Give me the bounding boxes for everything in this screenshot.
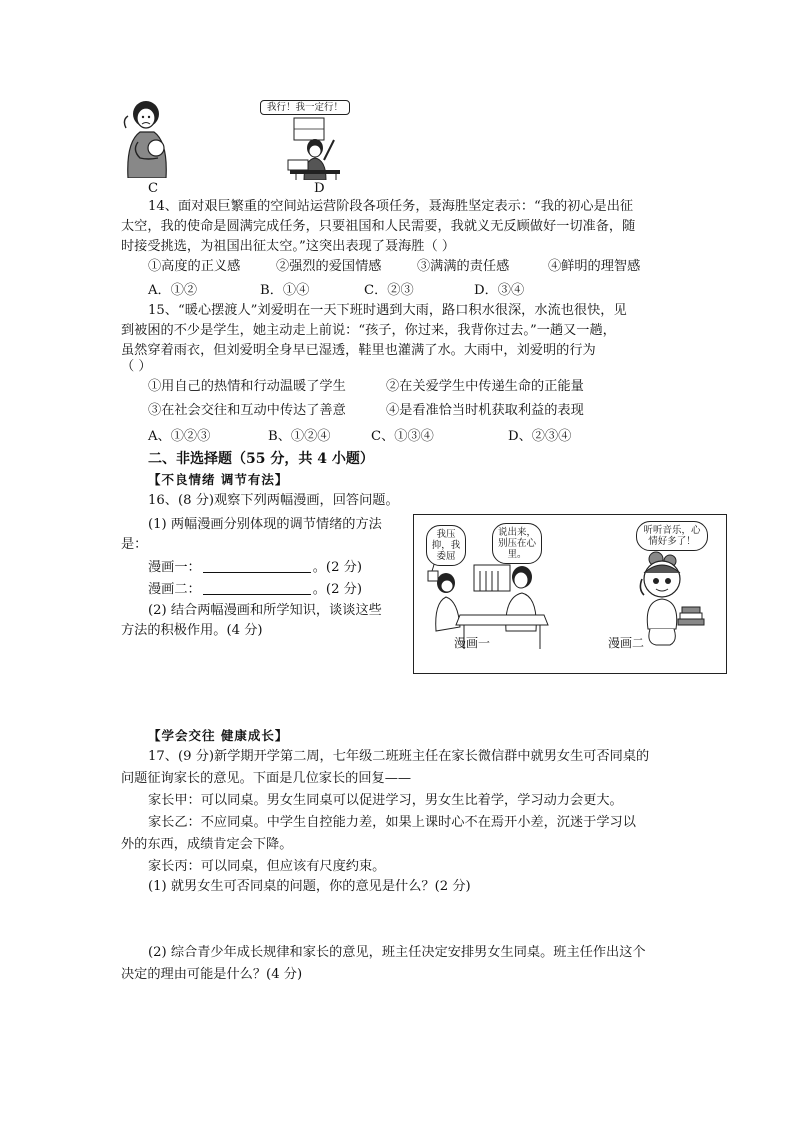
q15-stem-line3: 虽然穿着雨衣，但刘爱明全身早已湿透，鞋里也灌满了水。大雨中，刘爱明的行为 xyxy=(121,343,596,358)
mother-with-baby-image xyxy=(118,98,178,178)
q15-stem-line4: （ ） xyxy=(121,359,152,374)
q17-parent-a: 家长甲：可以同桌。男女生同桌可以促进学习，男女生比着学，学习动力会更大。 xyxy=(148,793,623,808)
q15-option-3: ③在社会交往和互动中传达了善意 xyxy=(148,403,346,418)
q14-answer-d: D．③④ xyxy=(474,283,525,298)
q14-stem-line2: 太空，我的使命是圆满完成任务，只要祖国和人民需要，我就义无反顾做好一切准备，随 xyxy=(121,219,636,234)
q16-comic1-score: 。(2 分) xyxy=(312,560,362,575)
q14-option-2: ②强烈的爱国情感 xyxy=(276,259,382,274)
q15-option-2: ②在关爱学生中传递生命的正能量 xyxy=(386,379,584,394)
q16-comic-frame xyxy=(413,514,727,674)
q17-parent-b-line2: 外的东西，成绩肯定会下降。 xyxy=(121,837,293,852)
q14-answer-a: A．①② xyxy=(148,283,198,298)
q14-answer-c: C．②③ xyxy=(364,283,414,298)
q15-option-1: ①用自己的热情和行动温暖了学生 xyxy=(148,379,346,394)
q17-part2-line1: (2) 综合青少年成长规律和家长的意见，班主任决定安排男女生同桌。班主任作出这个 xyxy=(148,945,646,960)
q15-answer-d: D、②③④ xyxy=(508,429,572,444)
section-tag-communication: 【学会交往 健康成长】 xyxy=(148,728,289,743)
q16-comic2-score: 。(2 分) xyxy=(312,582,362,597)
section-tag-emotion: 【不良情绪 调节有法】 xyxy=(148,472,289,487)
illustration-d xyxy=(260,98,354,180)
q14-stem-line3: 时接受挑选，为祖国出征太空。”这突出表现了聂海胜（ ） xyxy=(121,239,456,254)
q15-answer-c: C、①③④ xyxy=(371,429,434,444)
q14-option-4: ④鲜明的理智感 xyxy=(548,259,641,274)
image-c-label: C xyxy=(148,181,159,196)
q17-parent-c: 家长丙：可以同桌，但应该有尺度约束。 xyxy=(148,859,386,874)
q16-comic2-answer-row xyxy=(148,580,362,599)
q14-stem-line1: 14、面对艰巨繁重的空间站运营阶段各项任务，聂海胜坚定表示：“我的初心是出征 xyxy=(148,199,634,214)
q17-parent-b-line1: 家长乙：不应同桌。中学生自控能力差，如果上课时心不在焉开小差，沉迷于学习以 xyxy=(148,815,636,830)
q16-stem: 16、(8 分)观察下列两幅漫画，回答问题。 xyxy=(148,493,399,508)
q15-stem-line2: 到被困的不少是学生，她主动走上前说：“孩子，你过来，我背你过去。”一趟又一趟， xyxy=(121,323,616,338)
comic-bubble-2: 说出来，别压在心里。 xyxy=(492,523,542,564)
q17-stem-line1: 17、(9 分)新学期开学第二周，七年级二班班主任在家长微信群中就男女生可否同桌的 xyxy=(148,749,650,764)
illustration-c xyxy=(118,98,178,178)
q14-option-1: ①高度的正义感 xyxy=(148,259,241,274)
comic-bubble-3: 听听音乐，心情好多了！ xyxy=(636,521,708,551)
q16-part1-line2: 是： xyxy=(121,537,148,552)
q14-option-3: ③满满的责任感 xyxy=(417,259,510,274)
q15-stem-line1: 15、“暖心摆渡人”刘爱明在一天下班时遇到大雨，路口积水很深，水流也很快，见 xyxy=(148,303,627,318)
q17-part1: (1) 就男女生可否同桌的问题，你的意见是什么？(2 分) xyxy=(148,879,471,894)
q15-option-4: ④是看准恰当时机获取利益的表现 xyxy=(386,403,584,418)
q15-answer-b: B、①②④ xyxy=(268,429,331,444)
comic-caption-1: 漫画一 xyxy=(454,636,491,650)
comic-caption-2: 漫画二 xyxy=(608,636,645,650)
q17-stem-line2: 问题征询家长的意见。下面是几位家长的回复—— xyxy=(121,771,412,786)
section-2-heading: 二、非选择题（55 分，共 4 小题） xyxy=(148,451,374,467)
comic-bubble-1: 我压抑，我委屈 xyxy=(426,525,466,566)
q16-part2-line1: (2) 结合两幅漫画和所学知识，谈谈这些 xyxy=(148,603,382,618)
q14-answer-b: B．①④ xyxy=(260,283,310,298)
q16-comic2-label: 漫画二： xyxy=(148,582,201,597)
q16-part1-line1: (1) 两幅漫画分别体现的调节情绪的方法 xyxy=(148,517,382,532)
speech-bubble-d: 我行！我一定行！ xyxy=(260,100,350,115)
q16-comic2-blank[interactable] xyxy=(203,580,311,595)
q15-answer-a: A、①②③ xyxy=(148,429,211,444)
q16-comic1-label: 漫画一： xyxy=(148,560,201,575)
q16-comic1-blank[interactable] xyxy=(203,558,311,573)
q16-comic1-answer-row xyxy=(148,558,362,577)
q16-part2-line2: 方法的积极作用。(4 分) xyxy=(121,623,263,638)
q17-part2-line2: 决定的理由可能是什么？(4 分) xyxy=(121,967,303,982)
image-d-label: D xyxy=(314,181,325,196)
